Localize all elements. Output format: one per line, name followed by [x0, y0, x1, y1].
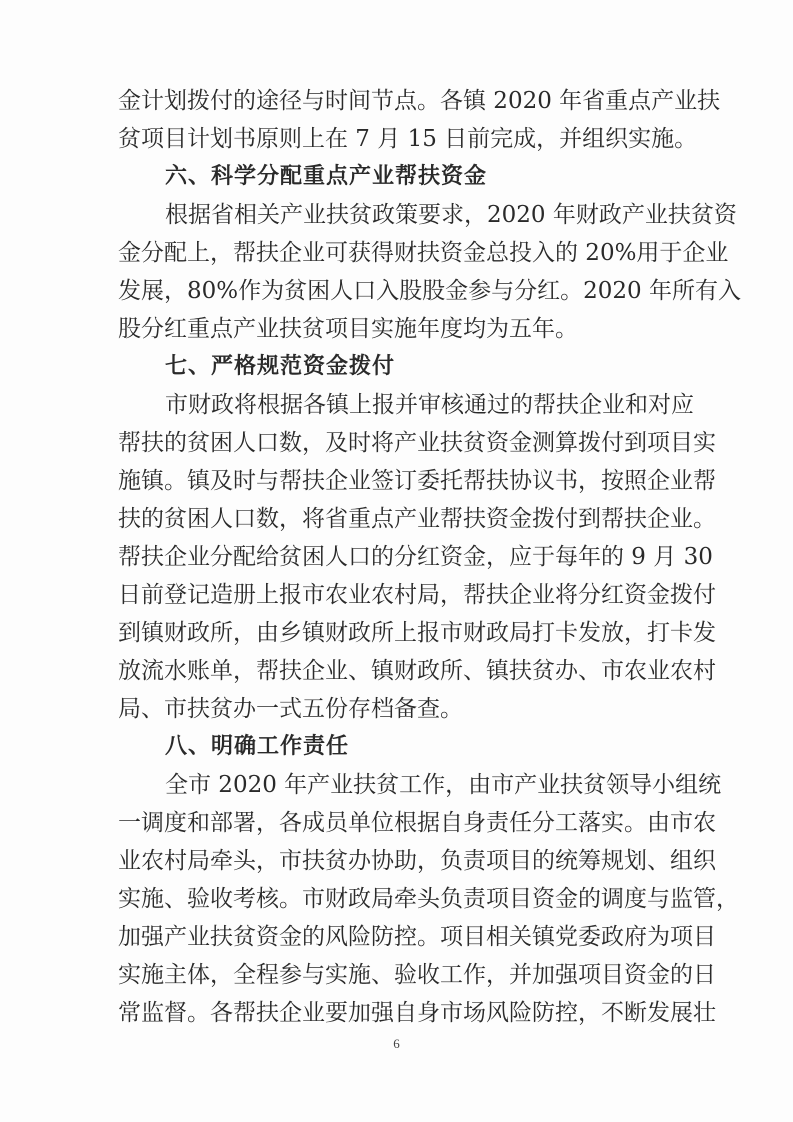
body-line: 股分红重点产业扶贫项目实施年度均为五年。 — [118, 316, 578, 342]
body-line: 发展，80%作为贫困人口入股股金参与分红。2020 年所有入 — [118, 278, 741, 304]
body-line: 实施主体，全程参与实施、验收工作，并加强项目资金的日 — [118, 962, 716, 988]
page-number: 6 — [393, 1036, 400, 1051]
body-line: 常监督。各帮扶企业要加强自身市场风险防控，不断发展壮 — [118, 1000, 716, 1026]
section-heading-7: 七、严格规范资金拨付 — [165, 354, 396, 379]
body-line: 扶的贫困人口数，将省重点产业帮扶资金拨付到帮扶企业。 — [118, 506, 716, 532]
body-line: 全市 2020 年产业扶贫工作，由市产业扶贫领导小组统 — [165, 772, 722, 798]
body-line: 市财政将根据各镇上报并审核通过的帮扶企业和对应 — [165, 392, 694, 418]
body-line: 一调度和部署，各成员单位根据自身责任分工落实。由市农 — [118, 810, 716, 836]
body-line: 根据省相关产业扶贫政策要求，2020 年财政产业扶贫资 — [165, 202, 737, 228]
body-line: 到镇财政所，由乡镇财政所上报市财政局打卡发放，打卡发 — [118, 620, 716, 646]
section-heading-6: 六、科学分配重点产业帮扶资金 — [165, 164, 488, 189]
body-line: 局、市扶贫办一式五份存档备查。 — [118, 696, 463, 722]
body-line: 业农村局牵头，市扶贫办协助，负责项目的统筹规划、组织 — [118, 848, 716, 874]
body-line: 加强产业扶贫资金的风险防控。项目相关镇党委政府为项目 — [118, 924, 716, 950]
body-line: 施镇。镇及时与帮扶企业签订委托帮扶协议书，按照企业帮 — [118, 468, 716, 494]
document-body — [118, 82, 741, 1032]
body-line: 日前登记造册上报市农业农村局，帮扶企业将分红资金拨付 — [118, 582, 716, 608]
body-line: 帮扶的贫困人口数，及时将产业扶贫资金测算拨付到项目实 — [118, 430, 716, 456]
body-line: 帮扶企业分配给贫困人口的分红资金，应于每年的 9 月 30 — [118, 544, 713, 570]
body-line: 贫项目计划书原则上在 7 月 15 日前完成，并组织实施。 — [118, 126, 698, 152]
body-line: 金分配上，帮扶企业可获得财扶资金总投入的 20%用于企业 — [118, 240, 729, 266]
body-line: 放流水账单，帮扶企业、镇财政所、镇扶贫办、市农业农村 — [118, 658, 716, 684]
body-line: 实施、验收考核。市财政局牵头负责项目资金的调度与监管， — [118, 886, 739, 912]
body-line: 金计划拨付的途径与时间节点。各镇 2020 年省重点产业扶 — [118, 88, 721, 114]
section-heading-8: 八、明确工作责任 — [165, 734, 350, 759]
